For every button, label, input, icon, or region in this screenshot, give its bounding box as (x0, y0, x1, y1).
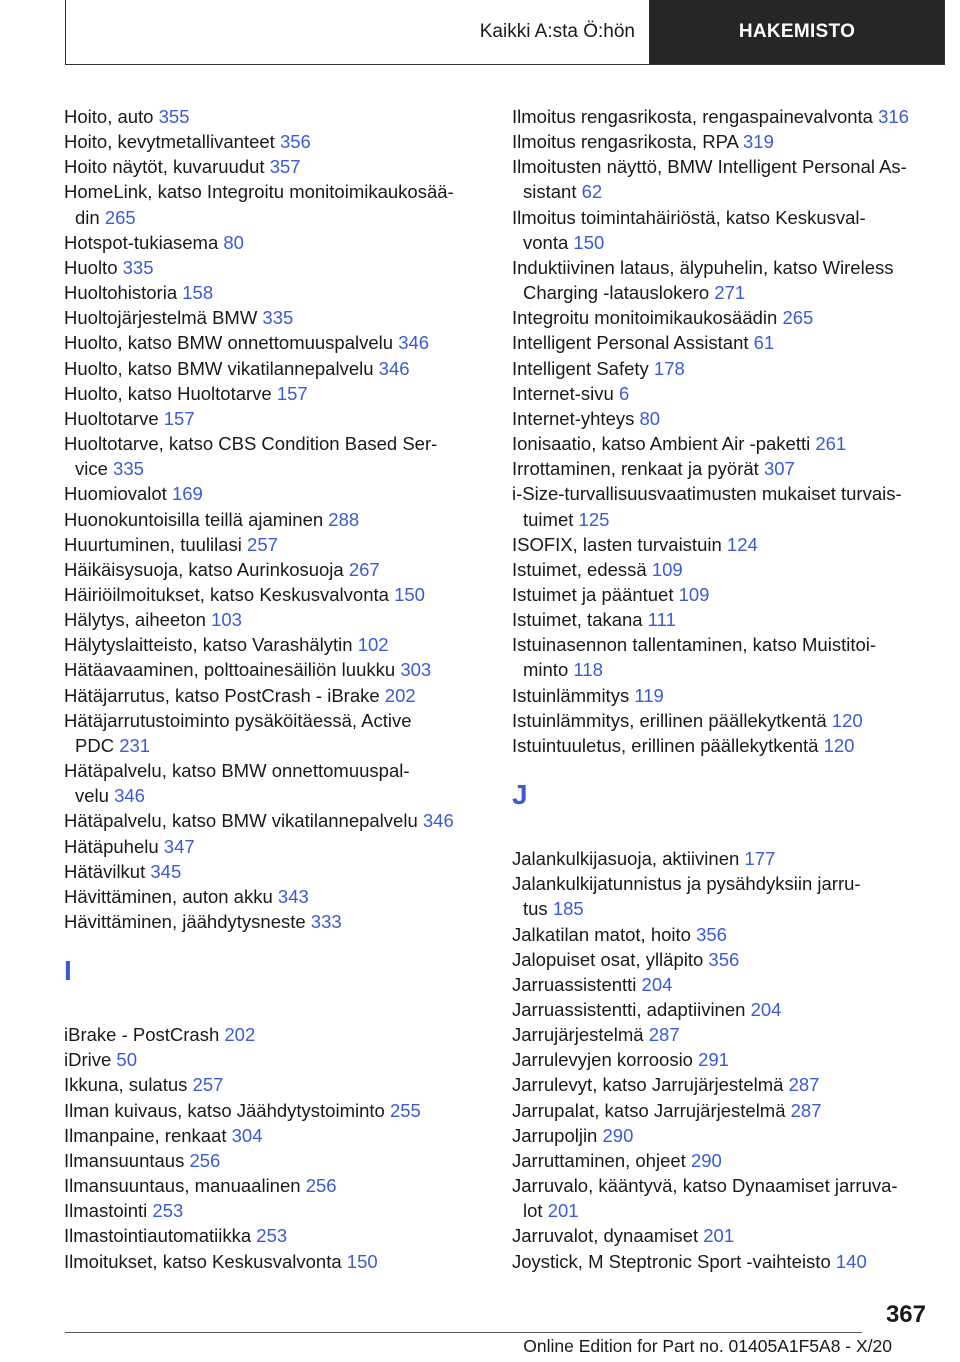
index-entry-text: Huoltotarve, katso CBS Condition Based Ser- (64, 433, 438, 455)
index-entry-text: Istuimet, takana (512, 609, 643, 631)
index-entry-text: Charging -latauslokero (523, 282, 710, 304)
index-entry-text: Istuinlämmitys, erillinen päällekytkentä (512, 709, 827, 731)
index-page-link[interactable]: 267 (348, 558, 380, 580)
index-page-link[interactable]: 319 (743, 131, 774, 153)
index-entry-text: Hätävilkut (64, 860, 146, 882)
index-page-link[interactable]: 290 (602, 1124, 634, 1146)
footer-divider (65, 1332, 862, 1333)
index-entry (64, 884, 484, 909)
index-entry-text: iDrive (64, 1049, 112, 1071)
index-entry (512, 1249, 932, 1274)
index-tab[interactable]: HAKEMISTO (650, 0, 944, 64)
index-entry-text: Istuimet ja pääntuet (512, 583, 674, 605)
index-entry-text: lot (523, 1200, 543, 1222)
index-entry (512, 1098, 932, 1123)
index-entry-text: ISOFIX, lasten turvaistuin (512, 533, 722, 555)
index-page-link[interactable]: 118 (573, 659, 603, 681)
index-page-link[interactable]: 231 (119, 734, 151, 756)
index-entry-text: Hälytyslaitteisto, katso Varashälytin (64, 634, 353, 656)
index-entry (64, 406, 484, 431)
index-entry-text: Jarrulevyt, katso Jarrujärjestelmä (512, 1074, 784, 1096)
index-entry (512, 330, 932, 355)
index-page-link[interactable]: 119 (634, 684, 664, 706)
index-page-link[interactable]: 256 (305, 1175, 337, 1197)
index-page-link[interactable]: 61 (753, 332, 775, 354)
index-page-link[interactable]: 287 (648, 1024, 680, 1046)
index-entry-text: Intelligent Safety (512, 357, 649, 379)
index-entry-text: Jarruvalot, dynaamiset (512, 1225, 699, 1247)
index-page-link[interactable]: 202 (224, 1024, 256, 1046)
index-entry (64, 179, 484, 229)
index-page-link[interactable]: 347 (163, 835, 195, 857)
index-page-link[interactable]: 288 (328, 508, 360, 530)
index-entry (512, 871, 932, 921)
index-page-link[interactable]: 346 (378, 357, 410, 379)
index-page-link[interactable]: 290 (690, 1149, 722, 1171)
index-entry (512, 733, 932, 758)
index-entry-text: Jarrupalat, katso Jarrujärjestelmä (512, 1099, 786, 1121)
index-column-right (512, 104, 932, 1274)
index-page-link[interactable]: 345 (150, 860, 182, 882)
index-entry-text: Hätäpalvelu, katso BMW vikatilannepalvelu (64, 810, 418, 832)
index-entry-text: Hävittäminen, jäähdytysneste (64, 911, 306, 932)
index-entry (64, 356, 484, 381)
index-entry-text: sistant (523, 181, 577, 203)
index-entry-text: Ilmoitus rengasrikosta, RPA (512, 131, 738, 153)
index-page-link[interactable]: 357 (269, 156, 301, 178)
index-entry-text: Jalkatilan matot, hoito (512, 923, 691, 945)
index-entry (512, 947, 932, 972)
index-entry (512, 431, 932, 456)
index-entry-text: i-Size-turvallisuusvaatimusten mukaiset turvais- (512, 483, 902, 505)
index-entry (64, 1173, 484, 1198)
index-entry-text: Ilmoitus rengasrikosta, rengaspainevalvonta (512, 106, 873, 127)
index-entry-text: Ilmanpaine, renkaat (64, 1124, 227, 1146)
index-entry (512, 1022, 932, 1047)
index-page-link[interactable]: 125 (578, 508, 610, 530)
index-entry (64, 632, 484, 657)
index-page-link[interactable]: 120 (823, 734, 855, 756)
index-page-link[interactable]: 346 (398, 332, 430, 354)
index-page-link[interactable]: 120 (831, 709, 863, 731)
index-page-link[interactable]: 80 (223, 231, 244, 253)
index-entry-text: Jarruttaminen, ohjeet (512, 1149, 686, 1171)
index-entry (512, 1148, 932, 1173)
index-entry (64, 330, 484, 355)
index-entry-text: Irrottaminen, renkaat ja pyörät (512, 458, 759, 480)
index-entry-text: Huoltohistoria (64, 282, 178, 304)
index-page-link[interactable]: 303 (400, 659, 432, 681)
index-entry (64, 859, 484, 884)
index-page-link[interactable]: 157 (163, 407, 195, 429)
index-entry (64, 104, 484, 129)
index-entry-text: Ilmoitukset, katso Keskusvalvonta (64, 1250, 342, 1272)
index-page-link[interactable]: 356 (708, 948, 740, 970)
index-page-link[interactable]: 304 (231, 1124, 263, 1146)
index-entry (512, 557, 932, 582)
index-entry-text: Huolto, katso BMW vikatilannepalvelu (64, 357, 374, 379)
index-page-link[interactable]: 255 (389, 1099, 421, 1121)
index-entry-text: Internet-sivu (512, 382, 614, 404)
index-letter-heading: J (512, 779, 528, 811)
index-entry (512, 607, 932, 632)
index-entry (64, 1148, 484, 1173)
index-entry (64, 431, 484, 481)
index-page-link[interactable]: 177 (744, 848, 776, 870)
index-entry (64, 481, 484, 506)
index-entry (512, 104, 932, 129)
index-entry-text: PDC (75, 734, 115, 756)
index-entry (64, 1022, 484, 1047)
index-page-link[interactable]: 201 (547, 1200, 579, 1222)
index-entry (512, 632, 932, 682)
index-entry (512, 255, 932, 305)
index-page-link[interactable]: 157 (276, 382, 308, 404)
index-entry-text: Jarrujärjestelmä (512, 1024, 644, 1046)
index-entry (512, 481, 932, 531)
index-entry-text: Joystick, M Steptronic Sport -vaihteisto (512, 1250, 831, 1272)
index-entry-text: Hotspot-tukiasema (64, 231, 219, 253)
index-letter-heading: I (64, 955, 72, 987)
index-entry (64, 1098, 484, 1123)
index-page-link[interactable]: 178 (653, 357, 685, 379)
index-page-link[interactable]: 261 (815, 433, 847, 455)
index-entry-text: Huonokuntoisilla teillä ajaminen (64, 508, 324, 530)
index-page-link[interactable]: 356 (279, 131, 311, 153)
index-page-link[interactable]: 109 (651, 558, 683, 580)
index-entry (64, 507, 484, 532)
index-entry-text: Hätäavaaminen, polttoainesäiliön luukku (64, 659, 396, 681)
index-entry (64, 381, 484, 406)
index-page-link[interactable]: 343 (277, 885, 309, 907)
index-page-link[interactable]: 201 (703, 1225, 735, 1247)
page-header (65, 0, 945, 65)
index-entry (64, 657, 484, 682)
index-entry (512, 683, 932, 708)
index-page-link[interactable]: 287 (788, 1074, 820, 1096)
index-entry-text: Huoltotarve (64, 407, 159, 429)
index-entry-text: vonta (523, 231, 569, 253)
index-entry (64, 834, 484, 859)
index-entry-text: Jarruassistentti (512, 973, 637, 995)
index-entry (512, 205, 932, 255)
index-entry-text: Ilman kuivaus, katso Jäähdytystoiminto (64, 1099, 385, 1121)
index-page-link[interactable]: 140 (835, 1250, 867, 1272)
index-page-link[interactable]: 346 (114, 785, 145, 807)
index-entry (64, 808, 484, 833)
index-entry-text: tus (523, 898, 548, 920)
index-entry (512, 582, 932, 607)
index-entry (512, 997, 932, 1022)
index-entry-text: Intelligent Personal Assistant (512, 332, 749, 354)
index-entry (512, 922, 932, 947)
index-page-link[interactable]: 356 (696, 923, 727, 945)
index-entry-text: Hävittäminen, auton akku (64, 885, 273, 907)
index-entry (64, 708, 484, 758)
index-entry (512, 972, 932, 997)
index-entry-text: HomeLink, katso Integroitu monitoimikaukosää- (64, 181, 454, 203)
index-page-link[interactable]: 257 (192, 1074, 224, 1096)
index-entry (64, 1249, 484, 1274)
index-page-link[interactable]: 291 (698, 1049, 729, 1071)
index-page-link[interactable]: 316 (878, 106, 909, 127)
index-entry (512, 532, 932, 557)
index-entry (64, 758, 484, 808)
index-entry-text: Jarrupoljin (512, 1124, 598, 1146)
index-entry-text: velu (75, 785, 109, 807)
index-entry-text: Hätäjarrutustoiminto pysäköitäessä, Active (64, 709, 412, 731)
index-page-link[interactable]: 80 (639, 407, 661, 429)
index-page-link[interactable]: 103 (211, 609, 242, 631)
footer-edition: Online Edition for Part no. 01405A1F5A8 - X/20 (523, 1336, 892, 1356)
index-entry-text: Huurtuminen, tuulilasi (64, 533, 242, 555)
index-entry-text: Huolto (64, 256, 118, 278)
index-page-link[interactable]: 287 (790, 1099, 822, 1121)
index-entry-text: Huomiovalot (64, 483, 167, 505)
index-entry (512, 1123, 932, 1148)
index-entry (512, 154, 932, 204)
index-entry (64, 280, 484, 305)
index-page-link[interactable]: 150 (573, 231, 605, 253)
index-entry (512, 406, 932, 431)
index-entry (512, 1173, 932, 1223)
index-page-link[interactable]: 202 (384, 684, 416, 706)
index-entry (64, 154, 484, 179)
index-entry (512, 708, 932, 733)
index-entry-text: Huolto, katso BMW onnettomuuspalvelu (64, 332, 394, 354)
index-entry-text: Hälytys, aiheeton (64, 609, 206, 631)
page-number: 367 (885, 1301, 926, 1328)
index-entry-text: Jarrulevyjen korroosio (512, 1049, 693, 1071)
index-entry-text: din (75, 206, 100, 228)
index-page-link[interactable]: 50 (116, 1049, 137, 1071)
index-entry (512, 381, 932, 406)
index-entry (64, 1123, 484, 1148)
index-entry-text: Istuimet, edessä (512, 558, 647, 580)
index-page-link[interactable]: 102 (357, 634, 389, 656)
index-entry-text: minto (523, 659, 569, 681)
index-entry-text: iBrake - PostCrash (64, 1024, 220, 1046)
index-page-link[interactable]: 271 (714, 282, 746, 304)
index-page-link[interactable]: 62 (581, 181, 603, 203)
index-entry-text: Istuinasennon tallentaminen, katso Muistitoi- (512, 634, 877, 656)
index-page-link[interactable]: 109 (678, 583, 710, 605)
index-entry-text: Jarruassistentti, adaptiivinen (512, 999, 746, 1020)
index-entry (512, 846, 932, 871)
index-page-link[interactable]: 256 (189, 1149, 221, 1171)
index-page-link[interactable]: 111 (647, 609, 676, 631)
index-page-link[interactable]: 6 (618, 382, 630, 404)
index-page-link[interactable]: 335 (262, 307, 294, 329)
index-entry-text: Ilmansuuntaus (64, 1149, 185, 1171)
index-page-link[interactable]: 253 (152, 1200, 184, 1222)
index-page-link[interactable]: 346 (422, 810, 454, 832)
index-entry (512, 305, 932, 330)
index-entry-text: Internet-yhteys (512, 407, 635, 429)
index-entry-text: Hoito näytöt, kuvaruudut (64, 156, 265, 178)
index-entry-text: Jalankulkijasuoja, aktiivinen (512, 848, 740, 870)
index-page-link[interactable]: 253 (256, 1225, 288, 1247)
index-entry-text: Hätäpalvelu, katso BMW onnettomuuspal- (64, 760, 410, 782)
index-entry (64, 1047, 484, 1072)
index-page-link[interactable]: 307 (763, 458, 795, 480)
index-entry-text: Häiriöilmoitukset, katso Keskusvalvonta (64, 583, 389, 605)
index-entry-text: Ionisaatio, katso Ambient Air -paketti (512, 433, 811, 455)
index-page-link[interactable]: 124 (726, 533, 758, 555)
index-entry-text: Integroitu monitoimikaukosäädin (512, 307, 778, 329)
index-entry (512, 1047, 932, 1072)
index-entry (64, 129, 484, 154)
index-entry-text: Jalankulkijatunnistus ja pysähdyksiin jarru- (512, 873, 861, 895)
index-entry (512, 129, 932, 154)
index-column-left (64, 104, 484, 1274)
index-page-link[interactable]: 335 (122, 256, 154, 278)
index-page-link[interactable]: 150 (394, 583, 425, 605)
index-entry (512, 356, 932, 381)
index-entry-text: Ilmoitusten näyttö, BMW Intelligent Personal As- (512, 156, 907, 178)
index-page-link[interactable]: 204 (641, 973, 673, 995)
index-page-link[interactable]: 158 (182, 282, 214, 304)
index-entry-text: Huolto, katso Huoltotarve (64, 382, 272, 404)
index-page-link[interactable]: 355 (158, 106, 190, 127)
index-page-link[interactable]: 204 (750, 999, 782, 1020)
index-entry (64, 305, 484, 330)
index-page-link[interactable]: 169 (171, 483, 203, 505)
index-page-link[interactable]: 185 (552, 898, 584, 920)
index-page-link[interactable]: 333 (310, 911, 342, 932)
index-entry (64, 683, 484, 708)
index-entry-text: Istuintuuletus, erillinen päällekytkentä (512, 734, 819, 756)
index-page-link[interactable]: 335 (113, 458, 144, 480)
section-tab[interactable]: Kaikki A:sta Ö:hön (66, 0, 650, 64)
index-entry (64, 1223, 484, 1248)
index-entry (64, 1198, 484, 1223)
index-entry (64, 582, 484, 607)
index-entry-text: Ilmansuuntaus, manuaalinen (64, 1175, 301, 1197)
index-entry-text: tuimet (523, 508, 574, 530)
index-entry (64, 607, 484, 632)
index-entry (512, 1223, 932, 1248)
index-page-link[interactable]: 265 (104, 206, 136, 228)
index-page-link[interactable]: 257 (247, 533, 278, 555)
index-page-link[interactable]: 265 (782, 307, 814, 329)
index-entry-text: Ilmastointiautomatiikka (64, 1225, 252, 1247)
index-entry-text: Ilmoitus toimintahäiriöstä, katso Keskusval- (512, 206, 866, 228)
index-entry-text: Ikkuna, sulatus (64, 1074, 188, 1096)
index-entry (64, 230, 484, 255)
index-entry (64, 557, 484, 582)
index-entry (64, 255, 484, 280)
index-entry (64, 909, 484, 934)
index-entry-text: Häikäisysuoja, katso Aurinkosuoja (64, 558, 344, 580)
index-page-link[interactable]: 150 (346, 1250, 378, 1272)
index-entry-text: Huoltojärjestelmä BMW (64, 307, 258, 329)
index-entry (512, 1072, 932, 1097)
index-entry-text: Jalopuiset osat, ylläpito (512, 948, 704, 970)
index-entry-text: Hätäpuhelu (64, 835, 159, 857)
index-entry (64, 532, 484, 557)
index-entry-text: Induktiivinen lataus, älypuhelin, katso Wireless (512, 256, 894, 278)
index-entry-text: Hoito, kevytmetallivanteet (64, 131, 275, 153)
index-entry-text: vice (75, 458, 108, 480)
index-entry-text: Hoito, auto (64, 106, 154, 127)
index-entry-text: Jarruvalo, kääntyvä, katso Dynaamiset jarruva- (512, 1175, 898, 1197)
index-entry (64, 1072, 484, 1097)
index-entry (512, 456, 932, 481)
index-entry-text: Istuinlämmitys (512, 684, 630, 706)
index-entry-text: Ilmastointi (64, 1200, 148, 1222)
index-entry-text: Hätäjarrutus, katso PostCrash - iBrake (64, 684, 380, 706)
